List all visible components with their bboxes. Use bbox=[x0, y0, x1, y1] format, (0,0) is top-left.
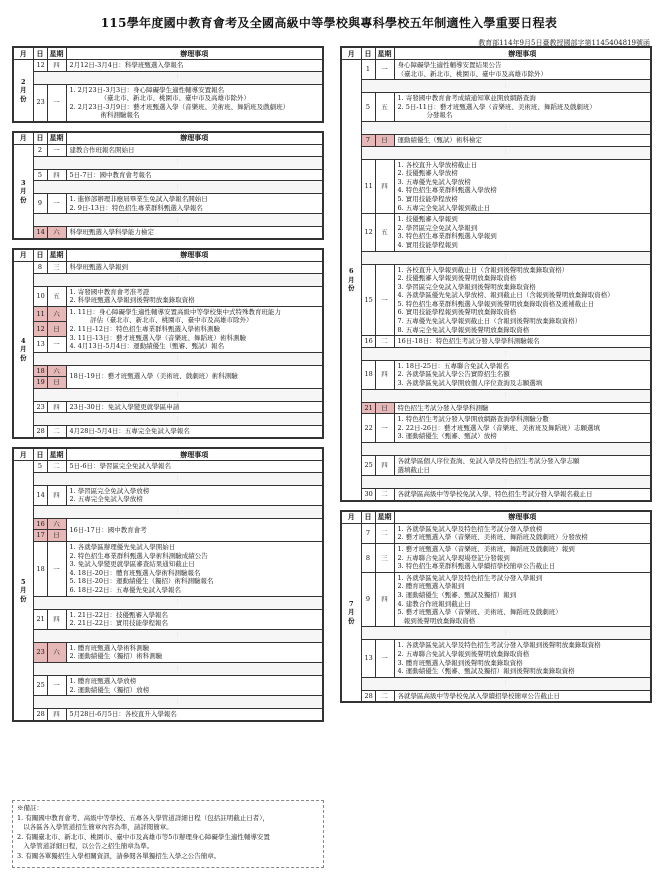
table-row bbox=[13, 709, 323, 721]
table-row bbox=[341, 543, 651, 572]
day-cell: 5 bbox=[33, 461, 47, 473]
event-cell: 1. 體育班甄選入學術科測驗 2. 運動績優生（獨招）術科測驗 bbox=[66, 642, 323, 662]
column-header-month: 月 bbox=[13, 47, 33, 60]
day-cell: 19 bbox=[33, 377, 47, 389]
weekday-cell: 一 bbox=[47, 337, 66, 352]
gap-marker: ⋮ bbox=[33, 696, 323, 709]
page-title: 115學年度國中教育會考及全國高級中等學校與專科學校五年制適性入學重要日程表 bbox=[100, 16, 558, 30]
weekday-cell: 二 bbox=[47, 461, 66, 473]
day-cell: 28 bbox=[33, 426, 47, 438]
day-cell: 13 bbox=[361, 640, 375, 677]
column-header-month: 月 bbox=[341, 511, 361, 524]
column-header-weekday: 星期 bbox=[47, 47, 66, 60]
weekday-cell: 一 bbox=[375, 414, 394, 443]
day-cell: 28 bbox=[361, 690, 375, 702]
day-cell: 11 bbox=[33, 306, 47, 321]
event-cell: 1. 各就學區免試入學及特色招生考試分發入學報到 2. 體育班甄選入學報到 3. 運動績優生（甄審、甄試及獨招）報到 4. 建教合作班報到截止日 5. 藝才班甄選入學（音樂班、美術班、舞蹈班及戲劇班） 報到後聲明放棄錄取資格 bbox=[394, 572, 651, 627]
weekday-cell: 四 bbox=[47, 169, 66, 181]
gap-marker: ⋮ bbox=[361, 476, 651, 489]
day-cell: 25 bbox=[33, 675, 47, 695]
day-cell: 13 bbox=[33, 337, 47, 352]
column-header-weekday: 星期 bbox=[375, 511, 394, 524]
event-cell: 各就學區高級中等學校免試入學續招學校簡章公告截止日 bbox=[394, 690, 651, 702]
month-label: 2 月 份 bbox=[13, 60, 33, 122]
weekday-cell: 六 bbox=[47, 518, 66, 530]
weekday-cell: 一 bbox=[47, 84, 66, 122]
table-row bbox=[341, 60, 651, 80]
event-cell: 身心障礙學生適性輔導安置結果公告 （臺北市、新北市、桃園市、臺中市及高雄市除外） bbox=[394, 60, 651, 80]
table-row bbox=[341, 93, 651, 122]
header-row bbox=[13, 448, 323, 461]
column-header-events: 辦理事項 bbox=[66, 448, 323, 461]
event-cell: 16日-17日：國中教育會考 bbox=[66, 518, 323, 541]
month-label: 3 月 份 bbox=[13, 144, 33, 238]
weekday-cell: 四 bbox=[375, 456, 394, 476]
gap-row bbox=[341, 251, 651, 264]
weekday-cell: 六 bbox=[47, 227, 66, 239]
gap-marker: ⋮ bbox=[33, 505, 323, 518]
notes-box bbox=[12, 800, 324, 868]
column-header-month: 月 bbox=[341, 47, 361, 60]
schedule-table bbox=[12, 131, 324, 240]
table-row bbox=[13, 518, 323, 530]
day-cell: 1 bbox=[361, 60, 375, 80]
weekday-cell: 四 bbox=[375, 572, 394, 627]
gap-row bbox=[13, 273, 323, 286]
event-cell: 1. 寄發國中教育會考准考證 2. 科學班甄選入學報到後聲明放棄錄取資格 bbox=[66, 286, 323, 306]
weekday-cell: 五 bbox=[375, 214, 394, 251]
gap-marker: ⋮ bbox=[361, 146, 651, 159]
column-header-weekday: 星期 bbox=[375, 47, 394, 60]
day-cell: 11 bbox=[361, 159, 375, 214]
table-row bbox=[341, 640, 651, 677]
event-cell: 各就學區個人序位查詢、免試入學及特色招生考試分發入學志願 選填截止日 bbox=[394, 456, 651, 476]
header-row bbox=[341, 47, 651, 60]
table-row bbox=[341, 523, 651, 543]
weekday-cell: 日 bbox=[47, 530, 66, 542]
gap-row bbox=[341, 80, 651, 93]
gap-marker: ⋮ bbox=[361, 443, 651, 456]
day-cell: 12 bbox=[361, 214, 375, 251]
column-header-events: 辦理事項 bbox=[66, 132, 323, 145]
weekday-cell: 一 bbox=[47, 194, 66, 214]
table-row bbox=[341, 264, 651, 336]
gap-marker: ⋮ bbox=[33, 413, 323, 426]
table-row bbox=[341, 159, 651, 214]
gap-row bbox=[13, 505, 323, 518]
gap-row bbox=[341, 627, 651, 640]
table-row bbox=[13, 194, 323, 214]
weekday-cell: 三 bbox=[375, 543, 394, 572]
document-number: 教育部114年9月5日臺教授國部字第1145404819號函 bbox=[478, 39, 650, 47]
table-row bbox=[341, 214, 651, 251]
event-cell: 18日-19日：藝才班甄選入學（美術班、戲劇班）術科測驗 bbox=[66, 365, 323, 388]
weekday-cell: 四 bbox=[375, 360, 394, 389]
day-cell: 16 bbox=[361, 336, 375, 348]
table-row bbox=[341, 402, 651, 414]
day-cell: 23 bbox=[33, 84, 47, 122]
day-cell: 21 bbox=[33, 609, 47, 629]
table-row bbox=[13, 169, 323, 181]
schedule-column-right bbox=[340, 46, 652, 711]
table-row bbox=[13, 60, 323, 72]
column-header-events: 辦理事項 bbox=[394, 47, 651, 60]
table-row bbox=[13, 675, 323, 695]
event-cell: 1. 2月23日-3月3日：身心障礙學生適性輔導安置報名 （臺北市、新北市、桃園市、臺中市及高雄市除外） 2. 2月23日-3月9日：藝才班甄選入學（音樂班、美術班、舞蹈班及戲劇班） 術科測驗報名 bbox=[66, 84, 323, 122]
table-row bbox=[341, 489, 651, 501]
weekday-cell: 五 bbox=[47, 286, 66, 306]
gap-marker: ⋮ bbox=[361, 347, 651, 360]
weekday-cell: 四 bbox=[47, 485, 66, 505]
weekday-cell: 一 bbox=[375, 60, 394, 80]
column-header-weekday: 星期 bbox=[47, 249, 66, 262]
day-cell: 5 bbox=[33, 169, 47, 181]
gap-row bbox=[13, 662, 323, 675]
schedule-table bbox=[12, 248, 324, 439]
day-cell: 30 bbox=[361, 489, 375, 501]
day-cell: 12 bbox=[33, 60, 47, 72]
gap-row bbox=[341, 347, 651, 360]
table-row bbox=[341, 360, 651, 389]
day-cell: 21 bbox=[361, 402, 375, 414]
weekday-cell: 一 bbox=[47, 675, 66, 695]
gap-marker: ⋮ bbox=[33, 629, 323, 642]
month-label: 7 月 份 bbox=[341, 523, 361, 702]
day-cell: 28 bbox=[33, 709, 47, 721]
column-header-day: 日 bbox=[361, 511, 375, 524]
schedule-table bbox=[12, 447, 324, 722]
weekday-cell: 二 bbox=[47, 426, 66, 438]
gap-row bbox=[341, 443, 651, 456]
day-cell: 18 bbox=[33, 542, 47, 597]
weekday-cell: 六 bbox=[47, 642, 66, 662]
column-header-events: 辦理事項 bbox=[66, 47, 323, 60]
weekday-cell: 一 bbox=[375, 264, 394, 336]
event-cell: 1. 各就學區免試入學及特色招生考試分發入學報到後聲明放棄錄取資格 2. 五專聯合免試入學報到後聲明放棄錄取資格 3. 體育班甄選入學報到後聲明放棄錄取資格 4. 運動績優生（甄審、甄試及獨招）報到後聲明放棄錄取資格 bbox=[394, 640, 651, 677]
gap-row bbox=[13, 214, 323, 227]
day-cell: 25 bbox=[361, 456, 375, 476]
gap-marker: ⋮ bbox=[33, 352, 323, 365]
day-cell: 2 bbox=[33, 144, 47, 156]
table-row bbox=[341, 134, 651, 146]
gap-marker: ⋮ bbox=[361, 251, 651, 264]
weekday-cell: 一 bbox=[47, 144, 66, 156]
day-cell: 23 bbox=[33, 401, 47, 413]
gap-marker: ⋮ bbox=[361, 677, 651, 690]
weekday-cell: 日 bbox=[47, 377, 66, 389]
gap-marker: ⋮ bbox=[33, 71, 323, 84]
event-cell: 建教合作班報名開始日 bbox=[66, 144, 323, 156]
column-header-weekday: 星期 bbox=[47, 132, 66, 145]
gap-row bbox=[341, 677, 651, 690]
day-cell: 23 bbox=[33, 642, 47, 662]
column-header-day: 日 bbox=[33, 448, 47, 461]
event-cell: 1. 體育班甄選入學放榜 2. 運動績優生（獨招）放榜 bbox=[66, 675, 323, 695]
weekday-cell: 一 bbox=[375, 640, 394, 677]
event-cell: 1. 技優甄審入學報到 2. 學習區完全免試入學報到 3. 特色招生專業群科甄選入學報到 4. 實用技能學程報到 bbox=[394, 214, 651, 251]
weekday-cell: 三 bbox=[47, 261, 66, 273]
table-row bbox=[13, 227, 323, 239]
note-item: 2. 有關臺北市、新北市、桃園市、臺中市及高雄市等5市辦理身心障礙學生適性輔導安置 入學管道詳細日程，以公告之招生簡章為準。 bbox=[17, 832, 270, 851]
weekday-cell: 四 bbox=[47, 609, 66, 629]
column-header-day: 日 bbox=[33, 249, 47, 262]
table-row bbox=[13, 286, 323, 306]
weekday-cell: 四 bbox=[47, 709, 66, 721]
event-cell: 運動績優生（甄試）術科檢定 bbox=[394, 134, 651, 146]
column-header-month: 月 bbox=[13, 448, 33, 461]
note-item: 3. 有關各單獨招生入學相關資訊，請參閱各單獨招生入學之公告簡章。 bbox=[17, 851, 221, 860]
event-cell: 5日-7日：國中教育會考報名 bbox=[66, 169, 323, 181]
table-row bbox=[13, 609, 323, 629]
header-row bbox=[13, 132, 323, 145]
schedule-table bbox=[340, 46, 652, 502]
weekday-cell: 六 bbox=[47, 306, 66, 321]
weekday-cell: 日 bbox=[375, 402, 394, 414]
event-cell: 1. 藝才班甄選入學（音樂班、美術班、舞蹈班及戲劇班）報到 2. 五專聯合免試入學現場登記分發報到 3. 特色招生專業群科甄選入學續招學校簡章公告截止日 bbox=[394, 543, 651, 572]
gap-row bbox=[13, 71, 323, 84]
event-cell: 各就學區高級中等學校免試入學、特色招生考試分發入學報名截止日 bbox=[394, 489, 651, 501]
day-cell: 14 bbox=[33, 485, 47, 505]
schedule-column-left bbox=[12, 46, 324, 730]
gap-marker: ⋮ bbox=[361, 121, 651, 134]
table-row bbox=[341, 456, 651, 476]
weekday-cell: 二 bbox=[375, 690, 394, 702]
event-cell: 5日-6日：學習區完全免試入學報名 bbox=[66, 461, 323, 473]
day-cell: 10 bbox=[33, 286, 47, 306]
gap-marker: ⋮ bbox=[33, 156, 323, 169]
table-row bbox=[341, 336, 651, 348]
gap-row bbox=[13, 629, 323, 642]
event-cell: 1. 各校直升入學放榜截止日 2. 技優甄審入學放榜 3. 五專優先免試入學放榜 4. 特色招生專業群科甄選入學放榜 5. 實用技能學程放榜 6. 五專完全免試入學報到截止日 bbox=[394, 159, 651, 214]
column-header-weekday: 星期 bbox=[47, 448, 66, 461]
event-cell: 科學班甄選入學報到 bbox=[66, 261, 323, 273]
day-cell: 22 bbox=[361, 414, 375, 443]
month-label: 5 月 份 bbox=[13, 461, 33, 721]
table-row bbox=[13, 426, 323, 438]
day-cell: 9 bbox=[33, 194, 47, 214]
event-cell: 1. 特色招生考試分發入學開放網路查詢學科測驗分數 2. 22日-26日：藝才班甄選入學（音樂班、美術班及舞蹈班）志願選填 3. 運動績優生（甄審、甄試）放榜 bbox=[394, 414, 651, 443]
gap-marker: ⋮ bbox=[33, 273, 323, 286]
notes-heading: ※備註： bbox=[17, 804, 43, 812]
event-cell: 1. 11日：身心障礙學生適性輔導安置高級中等學校集中式特殊教育班能力 評估（臺北市、新北市、桃園市、臺中市及高雄市除外） 2. 11日-12日：特色招生專業群科甄選入學術科測驗 3. 11日-13日：藝才班甄選入學（音樂班、舞蹈班）術科測驗 4. 4月13日-5月4日：運動績優生（甄審、甄試）報名 bbox=[66, 306, 323, 352]
table-row bbox=[13, 306, 323, 321]
gap-row bbox=[13, 696, 323, 709]
column-header-events: 辦理事項 bbox=[394, 511, 651, 524]
day-cell: 8 bbox=[33, 261, 47, 273]
gap-marker: ⋮ bbox=[33, 596, 323, 609]
header-row bbox=[341, 511, 651, 524]
day-cell: 18 bbox=[361, 360, 375, 389]
weekday-cell: 四 bbox=[47, 401, 66, 413]
table-row bbox=[13, 485, 323, 505]
table-row bbox=[13, 642, 323, 662]
column-header-day: 日 bbox=[33, 132, 47, 145]
event-cell: 2月12日-3月4日：科學班甄選入學報名 bbox=[66, 60, 323, 72]
event-cell: 1. 學習區完全免試入學放榜 2. 五專完全免試入學放榜 bbox=[66, 485, 323, 505]
month-label: 4 月 份 bbox=[13, 261, 33, 438]
table-row bbox=[13, 542, 323, 597]
gap-row bbox=[13, 472, 323, 485]
table-row bbox=[13, 461, 323, 473]
note-item: 1. 有關國中教育會考、高級中等學校、五專各入學管道詳細日程（包括註明截止日者）， 以各區各入學管道招生簡章內容為準，請詳閱簡章。 bbox=[17, 813, 270, 832]
day-cell: 14 bbox=[33, 227, 47, 239]
weekday-cell: 四 bbox=[375, 159, 394, 214]
column-header-month: 月 bbox=[13, 132, 33, 145]
schedule-table bbox=[12, 46, 324, 123]
weekday-cell: 二 bbox=[375, 489, 394, 501]
gap-marker: ⋮ bbox=[33, 181, 323, 194]
gap-row bbox=[341, 146, 651, 159]
column-header-events: 辦理事項 bbox=[66, 249, 323, 262]
event-cell: 1. 進修部辦理非應屆畢業生免試入學報名開始日 2. 9日-13日：特色招生專業群科甄選入學報名 bbox=[66, 194, 323, 214]
gap-marker: ⋮ bbox=[33, 388, 323, 401]
gap-row bbox=[341, 476, 651, 489]
event-cell: 1. 寄發國中教育會考成績通知單並開放網路查詢 2. 5日-11日：藝才班甄選入學（音樂班、美術班、舞蹈班及戲劇班） 分發報名 bbox=[394, 93, 651, 122]
gap-marker: ⋮ bbox=[33, 214, 323, 227]
gap-marker: ⋮ bbox=[361, 389, 651, 402]
day-cell: 12 bbox=[33, 322, 47, 337]
gap-row bbox=[13, 352, 323, 365]
gap-row bbox=[13, 413, 323, 426]
schedule-table bbox=[340, 510, 652, 704]
table-row bbox=[341, 414, 651, 443]
gap-marker: ⋮ bbox=[33, 662, 323, 675]
day-cell: 9 bbox=[361, 572, 375, 627]
event-cell: 科學班甄選入學科學能力檢定 bbox=[66, 227, 323, 239]
weekday-cell: 日 bbox=[375, 134, 394, 146]
gap-row bbox=[13, 596, 323, 609]
event-cell: 1. 各校直升入學報到截止日（含報到後聲明放棄錄取資格） 2. 技優甄審入學報到後聲明放棄錄取資格 3. 學習區完全免試入學報到後聲明放棄錄取資格 4. 各就學區優先免試入學放榜、報到截止日（含報到後聲明放棄錄取資格） 5. 特色招生專業群科甄選入學報到後聲明放棄錄取資格及遞補截止日 6. 實用技能學程報到後聲明放棄錄取資格 7. 五專優先免試入學報到截止日（含報到後聲明放棄錄取資格） 8. 五專完全免試入學報到後聲明放棄錄取資格 bbox=[394, 264, 651, 336]
gap-row bbox=[341, 389, 651, 402]
day-cell: 7 bbox=[361, 134, 375, 146]
day-cell: 16 bbox=[33, 518, 47, 530]
day-cell: 15 bbox=[361, 264, 375, 336]
event-cell: 特色招生考試分發入學學科測驗 bbox=[394, 402, 651, 414]
weekday-cell: 六 bbox=[47, 365, 66, 377]
gap-marker: ⋮ bbox=[361, 627, 651, 640]
gap-row bbox=[13, 156, 323, 169]
event-cell: 5月28日-6月5日：各校直升入學報名 bbox=[66, 709, 323, 721]
event-cell: 16日-18日：特色招生考試分發入學學科測驗報名 bbox=[394, 336, 651, 348]
table-row bbox=[13, 261, 323, 273]
day-cell: 8 bbox=[361, 543, 375, 572]
column-header-day: 日 bbox=[361, 47, 375, 60]
month-label: 6 月 份 bbox=[341, 60, 361, 501]
day-cell: 7 bbox=[361, 523, 375, 543]
table-row bbox=[13, 365, 323, 377]
day-cell: 5 bbox=[361, 93, 375, 122]
day-cell: 18 bbox=[33, 365, 47, 377]
column-header-day: 日 bbox=[33, 47, 47, 60]
table-row bbox=[13, 144, 323, 156]
gap-marker: ⋮ bbox=[361, 80, 651, 93]
table-row bbox=[341, 572, 651, 627]
weekday-cell: 二 bbox=[375, 523, 394, 543]
gap-row bbox=[13, 181, 323, 194]
header-row bbox=[13, 47, 323, 60]
weekday-cell: 二 bbox=[375, 336, 394, 348]
event-cell: 1. 21日-22日：技優甄審入學報名 2. 21日-22日：實用技能學程報名 bbox=[66, 609, 323, 629]
event-cell: 1. 各就學區免試入學及特色招生考試分發入學放榜 2. 藝才班甄選入學（音樂班、美術班、舞蹈班及戲劇班）分發放榜 bbox=[394, 523, 651, 543]
column-header-month: 月 bbox=[13, 249, 33, 262]
weekday-cell: 五 bbox=[375, 93, 394, 122]
event-cell: 23日-30日：免試入學變更就學區申請 bbox=[66, 401, 323, 413]
gap-row bbox=[13, 388, 323, 401]
day-cell: 17 bbox=[33, 530, 47, 542]
weekday-cell: 日 bbox=[47, 322, 66, 337]
gap-row bbox=[341, 121, 651, 134]
event-cell: 1. 18日-25日：五專聯合免試入學報名 2. 各就學區免試入學公告實際招生名額 3. 各就學區免試入學開放個人序位查詢及志願選填 bbox=[394, 360, 651, 389]
table-row bbox=[13, 84, 323, 122]
weekday-cell: 四 bbox=[47, 60, 66, 72]
weekday-cell: 一 bbox=[47, 542, 66, 597]
table-row bbox=[13, 401, 323, 413]
event-cell: 4月28日-5月4日：五專完全免試入學報名 bbox=[66, 426, 323, 438]
table-row bbox=[341, 690, 651, 702]
event-cell: 1. 各就學區辦理優先免試入學開始日 2. 特色招生專業群科甄選入學術科測驗成績公告 3. 免試入學變更就學區審查結果通知截止日 4. 18日-20日：體育班甄選入學術科測驗報名 5. 18日-20日：運動績優生（獨招）術科測驗報名 6. 18日-22日：五專優先免試入學報名 bbox=[66, 542, 323, 597]
header-row bbox=[13, 249, 323, 262]
gap-marker: ⋮ bbox=[33, 472, 323, 485]
